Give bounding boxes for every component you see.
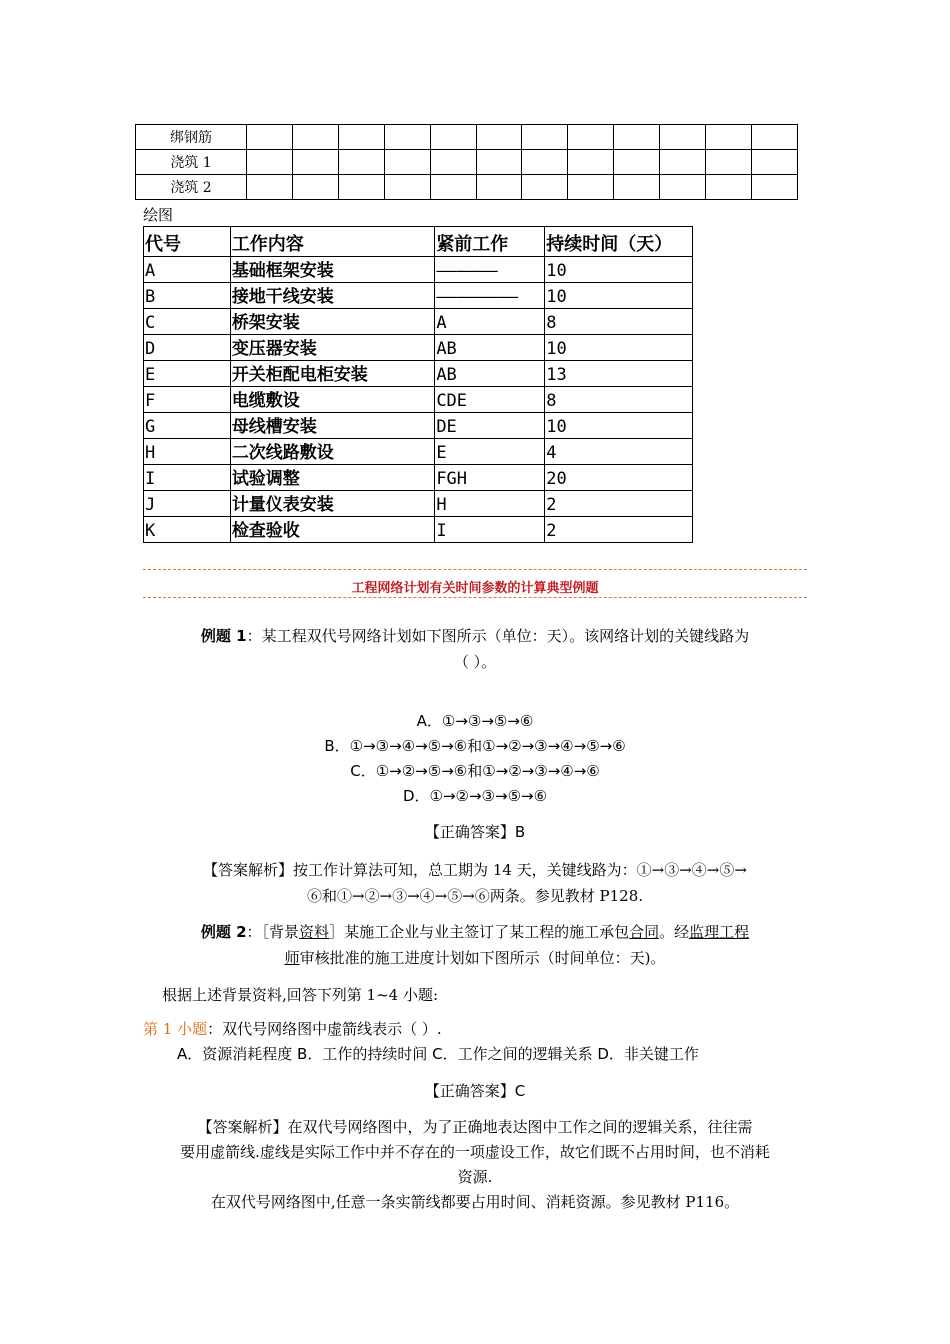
cell-predecessor: CDE bbox=[435, 387, 545, 413]
cell-predecessor: FGH bbox=[435, 465, 545, 491]
cell-duration: 10 bbox=[545, 283, 693, 309]
cell-content: 变压器安装 bbox=[230, 335, 435, 361]
cell-code: F bbox=[144, 387, 231, 413]
table-row bbox=[144, 309, 693, 335]
cell-code: A bbox=[144, 257, 231, 283]
cell-content: 基础框架安装 bbox=[230, 257, 435, 283]
row-label: 浇筑 2 bbox=[136, 175, 247, 200]
example1-question bbox=[143, 623, 807, 675]
cell-content: 电缆敷设 bbox=[230, 387, 435, 413]
q1-analysis-text: 在双代号网络图中，为了正确地表达图中工作之间的逻辑关系，往往需 bbox=[287, 1118, 753, 1136]
cell-content: 计量仪表安装 bbox=[230, 491, 435, 517]
option-b: B．①→③→④→⑤→⑥和①→②→③→④→⑤→⑥ bbox=[324, 737, 626, 755]
analysis-label: 【答案解析】 bbox=[203, 861, 294, 879]
table-row bbox=[144, 387, 693, 413]
table-row bbox=[144, 465, 693, 491]
row-label: 浇筑 1 bbox=[136, 150, 247, 175]
link-contract[interactable]: 合同 bbox=[629, 923, 660, 941]
cell-duration: 10 bbox=[545, 413, 693, 439]
table-row bbox=[144, 257, 693, 283]
cell-code: E bbox=[144, 361, 231, 387]
option-a: A．①→③→⑤→⑥ bbox=[416, 712, 534, 730]
table-row bbox=[144, 335, 693, 361]
link-supervisor-2[interactable]: 师 bbox=[284, 949, 300, 967]
header-code: 代号 bbox=[144, 227, 231, 257]
option-d: D．①→②→③→⑤→⑥ bbox=[402, 787, 548, 805]
question-intro: 根据上述背景资料,回答下列第 1~4 小题: bbox=[162, 986, 439, 1004]
cell-content: 接地干线安装 bbox=[230, 283, 435, 309]
cell-duration: 2 bbox=[545, 491, 693, 517]
example1-label: 例题 1 bbox=[200, 627, 247, 645]
analysis-text: 按工作计算法可知，总工期为 14 天，关键线路为：①→③→④→⑤→ bbox=[293, 861, 747, 879]
work-table bbox=[143, 226, 693, 543]
cell-content: 试验调整 bbox=[230, 465, 435, 491]
cell-predecessor: AB bbox=[435, 335, 545, 361]
example2-text: ］某施工企业与业主签订了某工程的施工承包 bbox=[329, 923, 630, 941]
cell-content: 二次线路敷设 bbox=[230, 439, 435, 465]
header-duration: 持续时间（天） bbox=[545, 227, 693, 257]
example1-text: ：某工程双代号网络计划如下图所示（单位：天）。该网络计划的关键线路为 bbox=[246, 627, 750, 645]
table-header-row bbox=[144, 227, 693, 257]
example2-text: 。经 bbox=[659, 923, 690, 941]
cell-predecessor: AB bbox=[435, 361, 545, 387]
table-row bbox=[144, 491, 693, 517]
cell-content: 桥架安装 bbox=[230, 309, 435, 335]
header-predecessor: 紧前工作 bbox=[435, 227, 545, 257]
cell-code: K bbox=[144, 517, 231, 543]
cell-duration: 2 bbox=[545, 517, 693, 543]
example2-text: ：［背景 bbox=[246, 923, 300, 941]
row-label: 绑钢筋 bbox=[136, 125, 247, 150]
q1-analysis-text-2: 要用虚箭线.虚线是实际工作中并不存在的一项虚设工作，故它们既不占用时间，也不消耗 bbox=[180, 1143, 770, 1161]
cell-code: G bbox=[144, 413, 231, 439]
q1-label: 第 1 小题 bbox=[143, 1020, 208, 1038]
table-row bbox=[144, 361, 693, 387]
cell-duration: 13 bbox=[545, 361, 693, 387]
example2-label: 例题 2 bbox=[200, 923, 247, 941]
cell-code: D bbox=[144, 335, 231, 361]
table-row bbox=[144, 517, 693, 543]
q1-answer: 【正确答案】C bbox=[424, 1082, 526, 1100]
divider-bottom bbox=[143, 597, 807, 598]
example1-analysis bbox=[143, 857, 807, 909]
cell-code: H bbox=[144, 439, 231, 465]
example2-text-2: 审核批准的施工进度计划如下图所示（时间单位：天)。 bbox=[299, 949, 666, 967]
link-resource[interactable]: 资料 bbox=[299, 923, 330, 941]
cell-code: B bbox=[144, 283, 231, 309]
option-c: C．①→②→⑤→⑥和①→②→③→④→⑥ bbox=[350, 762, 600, 780]
cell-code: C bbox=[144, 309, 231, 335]
cell-duration: 20 bbox=[545, 465, 693, 491]
cell-predecessor: H bbox=[435, 491, 545, 517]
q1-analysis-text-4: 在双代号网络图中,任意一条实箭线都要占用时间、消耗资源。参见教材 P116。 bbox=[210, 1193, 740, 1211]
table-row bbox=[136, 150, 798, 175]
example1-options bbox=[143, 709, 807, 809]
section-title: 工程网络计划有关时间参数的计算典型例题 bbox=[351, 581, 599, 596]
cell-predecessor: A bbox=[435, 309, 545, 335]
q1-analysis-text-3: 资源. bbox=[457, 1168, 493, 1186]
drawing-label: 绘图 bbox=[143, 206, 174, 224]
q1-text: ：双代号网络图中虚箭线表示（ ）. bbox=[207, 1020, 442, 1038]
analysis-text-2: ⑥和①→②→③→④→⑤→⑥两条。参见教材 P128. bbox=[306, 887, 644, 905]
table-row bbox=[136, 125, 798, 150]
cell-content: 开关柜配电柜安装 bbox=[230, 361, 435, 387]
cell-duration: 10 bbox=[545, 335, 693, 361]
cell-code: I bbox=[144, 465, 231, 491]
q1-analysis-label: 【答案解析】 bbox=[197, 1118, 288, 1136]
example1-answer: 【正确答案】B bbox=[424, 823, 526, 841]
cell-predecessor: I bbox=[435, 517, 545, 543]
cell-content: 检查验收 bbox=[230, 517, 435, 543]
table-row bbox=[136, 175, 798, 200]
link-supervisor[interactable]: 监理工程 bbox=[689, 923, 750, 941]
divider-top bbox=[143, 569, 807, 570]
cell-duration: 4 bbox=[545, 439, 693, 465]
cell-duration: 8 bbox=[545, 309, 693, 335]
cell-predecessor: —————— bbox=[435, 257, 545, 283]
example1-text-2: （ ）。 bbox=[453, 653, 497, 671]
cell-predecessor: ———————— bbox=[435, 283, 545, 309]
cell-predecessor: DE bbox=[435, 413, 545, 439]
cell-predecessor: E bbox=[435, 439, 545, 465]
header-content: 工作内容 bbox=[230, 227, 435, 257]
example2-question bbox=[143, 919, 807, 971]
cell-duration: 10 bbox=[545, 257, 693, 283]
table-row bbox=[144, 283, 693, 309]
q1-options: A．资源消耗程度 B．工作的持续时间 C．工作之间的逻辑关系 D．非关键工作 bbox=[177, 1045, 699, 1063]
cell-content: 母线槽安装 bbox=[230, 413, 435, 439]
table-row bbox=[144, 439, 693, 465]
q1-analysis bbox=[143, 1115, 807, 1215]
q1-question bbox=[143, 1018, 442, 1039]
cell-code: J bbox=[144, 491, 231, 517]
cell-duration: 8 bbox=[545, 387, 693, 413]
table-row bbox=[144, 413, 693, 439]
progress-table bbox=[135, 124, 798, 200]
